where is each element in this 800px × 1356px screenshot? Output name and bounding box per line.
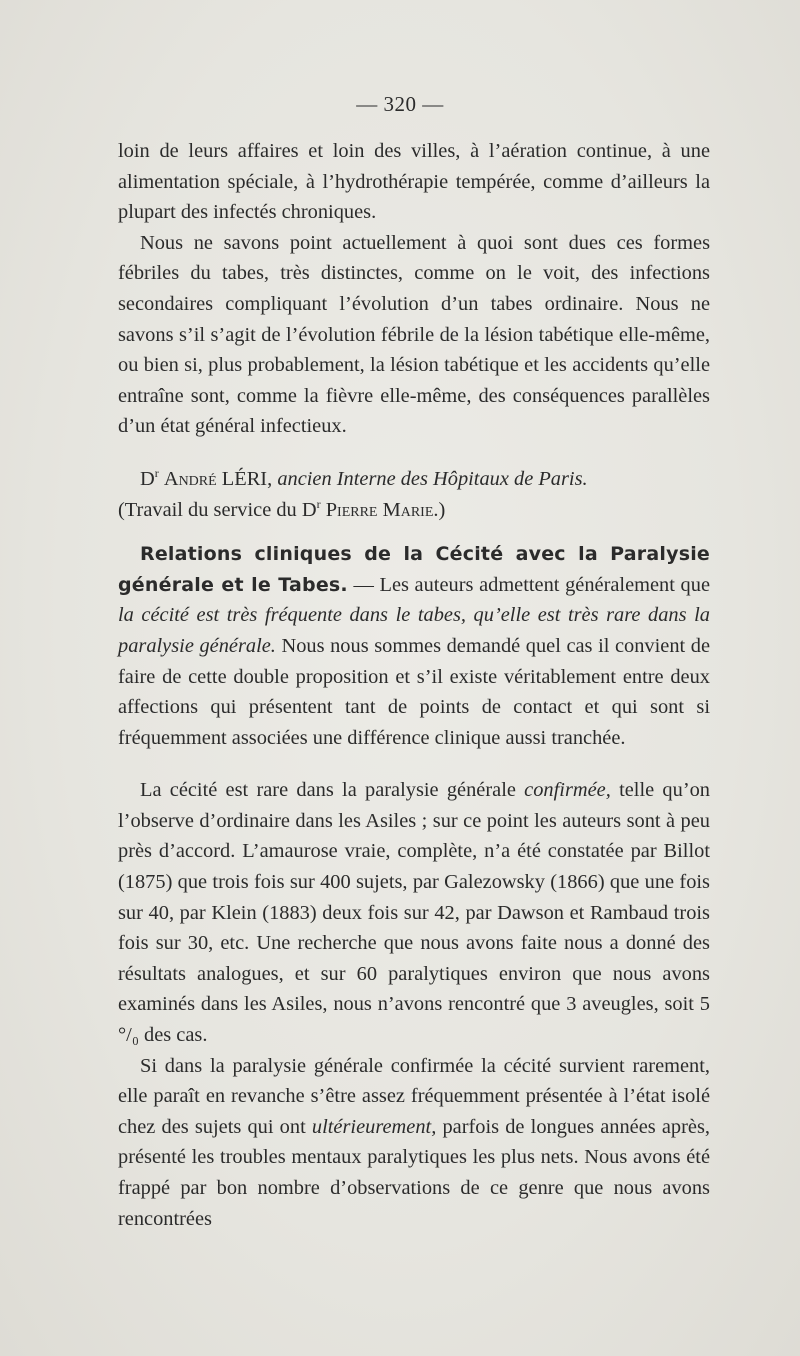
paragraph-1: loin de leurs affaires et loin des villes, à l’aération continue, à une alimentation spéciale, à l’hydrothérapie tempérée, comme d’ailleurs la plupart des infectés chroniques. xyxy=(118,140,710,224)
service-pre: (Travail du service du D xyxy=(118,498,317,521)
text-body xyxy=(118,136,710,1234)
p5-text-2: parfois de longues années après, présenté les troubles mentaux paralytiques les plus nets. Nous avons été frappé par bon nombre d’observations de ce genre que nous avons rencontrées xyxy=(118,1115,711,1230)
p4-text-2: telle qu’on l’observe d’ordinaire dans les Asiles ; sur ce point les auteurs sont à peu près d’accord. L’amaurose vraie, complète, n’a été constatée par Billot (1875) que trois fois sur 400 sujets, par Galezowsky (1866) que une fois sur 40, par Klein (1883) deux fois sur 42, par Dawson et Rambaud trois fois sur 30, etc. Une recherche que nous avons faite nous a donné des résultats analogues, et sur 60 paralytiques environ que nous avons examinés dans les Asiles, nous n’avons rencontré que 3 aveugles, soit 5 °/₀ des cas. xyxy=(118,779,710,1047)
p3-italic: la cécité est très fréquente dans le tabes, qu’elle est très rare dans la paralysie générale. xyxy=(118,604,710,657)
paragraph-5 xyxy=(118,1051,710,1235)
service-chief: Pierre Marie xyxy=(325,498,434,521)
p4-text-1: La cécité est rare dans la paralysie générale xyxy=(140,779,525,802)
author-first-name: André xyxy=(163,467,217,490)
paragraph-4 xyxy=(118,775,710,1050)
service-line xyxy=(118,495,710,526)
author-title: ancien Interne des Hôpitaux de Paris. xyxy=(277,467,588,490)
p5-text-1: Si dans la paralysie générale confirmée la cécité survient rarement, elle paraît en revanche s’être assez fréquemment présentée à l’état isolé chez des sujets qui ont xyxy=(118,1054,710,1138)
author-dr: D xyxy=(140,467,155,490)
p4-italic: confirmée, xyxy=(524,779,611,802)
p3-text-1: — Les auteurs admettent généralement que xyxy=(347,573,710,596)
p5-italic: ultérieurement, xyxy=(311,1115,437,1138)
author-last-name: LÉRI, xyxy=(221,467,273,490)
service-post: .) xyxy=(433,498,446,521)
page-number: — 320 — xyxy=(356,92,444,116)
p3-text-2: Nous nous sommes demandé quel cas il convient de faire de cette double proposition et s’il existe véritablement entre deux affections qui présentent tant de points de contact et qui sont si fréquemment associées une différence clinique aussi tranchée. xyxy=(118,634,710,749)
paragraph-2: Nous ne savons point actuellement à quoi sont dues ces formes fébriles du tabes, très distinctes, comme on le voit, des infections secondaires compliquant l’évolution d’un tabes ordinaire. Nous ne savons s’il s’agit de l’évolution fébrile de la lésion tabétique elle-même, ou bien si, plus probablement, la lésion tabétique et les accidents qu’elle entraîne sont, comme la fièvre elle-même, des conséquences parallèles d’un état général infectieux. xyxy=(118,231,710,438)
section-heading: Relations cliniques de la Cécité avec la Paralysie générale et le Tabes. xyxy=(118,543,710,596)
author-line xyxy=(118,464,710,495)
service-sup: r xyxy=(316,496,321,511)
paragraph-3 xyxy=(118,539,710,753)
author-dr-sup: r xyxy=(154,466,159,481)
